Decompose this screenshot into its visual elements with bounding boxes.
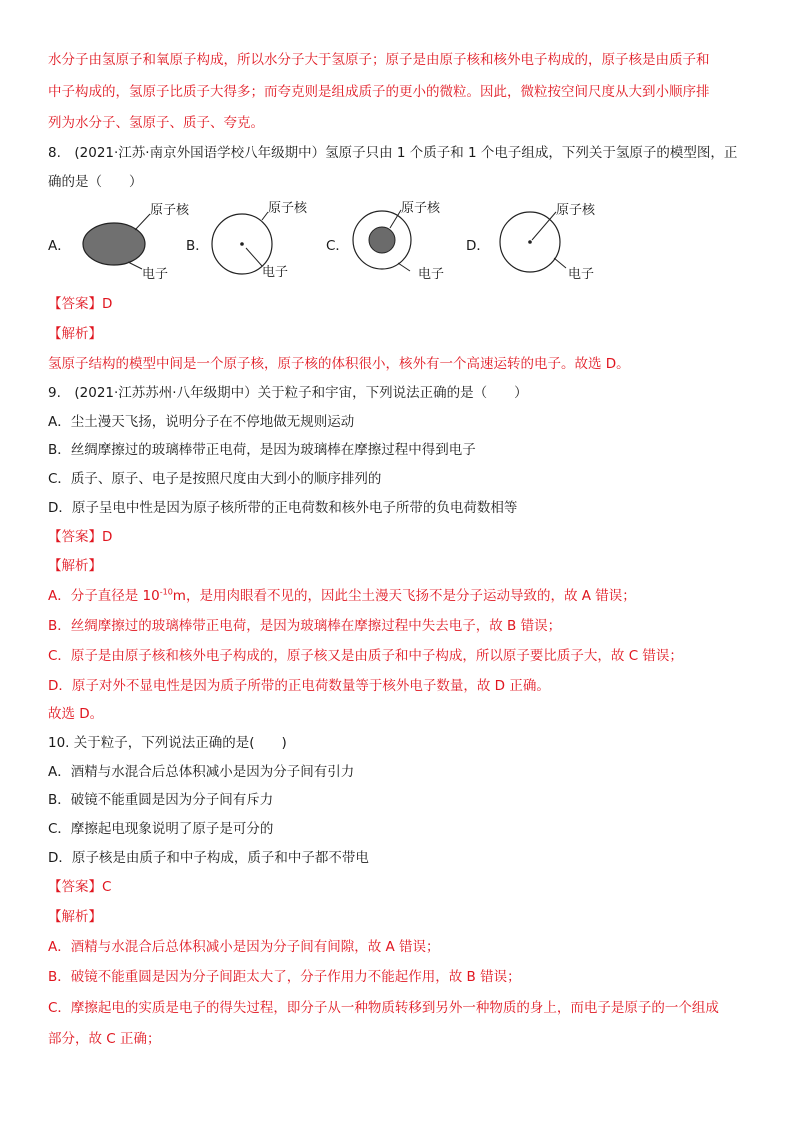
q7-explanation-line-2: 中子构成的，氢原子比质子大得多；而夸克则是组成质子的更小的微粒。因此，微粒按空间尺度从大到小顺序排 <box>48 84 710 100</box>
electron-label: 电子 <box>142 267 169 280</box>
electron-label: 电子 <box>568 267 595 280</box>
q8-figure-row <box>48 196 648 280</box>
q10-analysis-c-line-1: C．摩擦起电的实质是电子的得失过程，即分子从一种物质转移到另外一种物质的身上，而电子是原子的一个组成 <box>48 1000 719 1016</box>
q9-option-d: D．原子呈电中性是因为原子核所带的正电荷数和核外电子所带的负电荷数相等 <box>48 500 518 516</box>
nucleus-pointer <box>532 212 556 240</box>
nucleus-label: 原子核 <box>556 203 596 218</box>
q8-option-a-letter: A． <box>48 238 71 254</box>
q8-option-a-model <box>70 196 200 280</box>
q9-option-b: B．丝绸摩擦过的玻璃棒带正电荷，是因为玻璃棒在摩擦过程中得到电子 <box>48 442 476 458</box>
q10-answer: 【答案】C <box>48 879 112 895</box>
q10-option-d: D．原子核是由质子和中子构成，质子和中子都不带电 <box>48 850 369 866</box>
q10-option-a: A．酒精与水混合后总体积减小是因为分子间有引力 <box>48 764 355 780</box>
q9-analysis-title: 【解析】 <box>48 558 102 574</box>
q9-analysis-a-pre: A．分子直径是 10 <box>48 588 160 604</box>
q10-option-c: C．摩擦起电现象说明了原子是可分的 <box>48 821 274 837</box>
q9-stem: 9. (2021·江苏苏州·八年级期中）关于粒子和宇宙，下列说法正确的是（ ） <box>48 385 528 401</box>
q9-analysis-b: B．丝绸摩擦过的玻璃棒带正电荷，是因为玻璃棒在摩擦过程中失去电子，故 B 错误； <box>48 618 562 634</box>
q8-option-d-letter: D． <box>466 238 490 254</box>
q9-analysis-a <box>48 586 636 606</box>
nucleus-label: 原子核 <box>268 201 308 216</box>
nucleus-disc <box>369 227 395 253</box>
q8-analysis: 氢原子结构的模型中间是一个原子核，原子核的体积很小，核外有一个高速运转的电子。故选 D。 <box>48 356 630 372</box>
q8-stem-line-2: 确的是（ ） <box>48 174 143 190</box>
electron-label: 电子 <box>418 267 445 280</box>
q9-analysis-d: D．原子对外不显电性是因为质子所带的正电荷数量等于核外电子数量，故 D 正确。 <box>48 678 550 694</box>
q8-stem-line-1: 8. (2021·江苏·南京外国语学校八年级期中）氢原子只由 1 个质子和 1 个电子组成，下列关于氢原子的模型图，正 <box>48 145 738 161</box>
q10-analysis-title: 【解析】 <box>48 909 102 925</box>
q8-answer: 【答案】D <box>48 296 113 312</box>
q9-option-c: C．质子、原子、电子是按照尺度由大到小的顺序排列的 <box>48 471 382 487</box>
q9-analysis-conclusion: 故选 D。 <box>48 706 104 722</box>
electron-pointer <box>554 258 566 268</box>
electron-pointer <box>128 262 142 269</box>
nucleus-label: 原子核 <box>150 203 190 218</box>
electron-pointer <box>246 248 262 266</box>
nucleus-dot <box>240 242 244 246</box>
q8-analysis-title: 【解析】 <box>48 326 102 342</box>
q10-analysis-c-line-2: 部分，故 C 正确； <box>48 1031 161 1047</box>
electron-label: 电子 <box>262 265 289 280</box>
q8-option-b-model <box>206 196 336 280</box>
q9-option-a: A．尘土漫天飞扬，说明分子在不停地做无规则运动 <box>48 414 355 430</box>
q8-option-c-model <box>346 196 486 280</box>
q7-explanation-line-3: 列为水分子、氢原子、质子、夸克。 <box>48 115 264 131</box>
q10-option-b: B．破镜不能重圆是因为分子间有斥力 <box>48 792 274 808</box>
q8-option-c-letter: C． <box>326 238 349 254</box>
nucleus-pointer <box>135 214 150 230</box>
q9-analysis-a-exponent: -10 <box>159 587 173 597</box>
q8-option-b-letter: B． <box>186 238 209 254</box>
q8-option-d-model <box>486 196 636 280</box>
q10-analysis-b: B．破镜不能重圆是因为分子间距太大了，分子作用力不能起作用，故 B 错误； <box>48 969 521 985</box>
electron-pointer <box>398 263 410 271</box>
q9-answer: 【答案】D <box>48 529 113 545</box>
nucleus-label: 原子核 <box>401 201 441 216</box>
nucleus-dot <box>528 240 532 244</box>
q7-explanation-line-1: 水分子由氢原子和氧原子构成，所以水分子大于氢原子；原子是由原子核和核外电子构成的，原子核是由质子和 <box>48 52 710 68</box>
q10-analysis-a: A．酒精与水混合后总体积减小是因为分子间有间隙，故 A 错误； <box>48 939 440 955</box>
q9-analysis-c: C．原子是由原子核和核外电子构成的，原子核又是由质子和中子构成，所以原子要比质子大，故 C 错误； <box>48 648 683 664</box>
q10-stem: 10. 关于粒子，下列说法正确的是( ) <box>48 735 287 751</box>
q9-analysis-a-post: m，是用肉眼看不见的，因此尘土漫天飞扬不是分子运动导致的，故 A 错误； <box>172 588 636 604</box>
